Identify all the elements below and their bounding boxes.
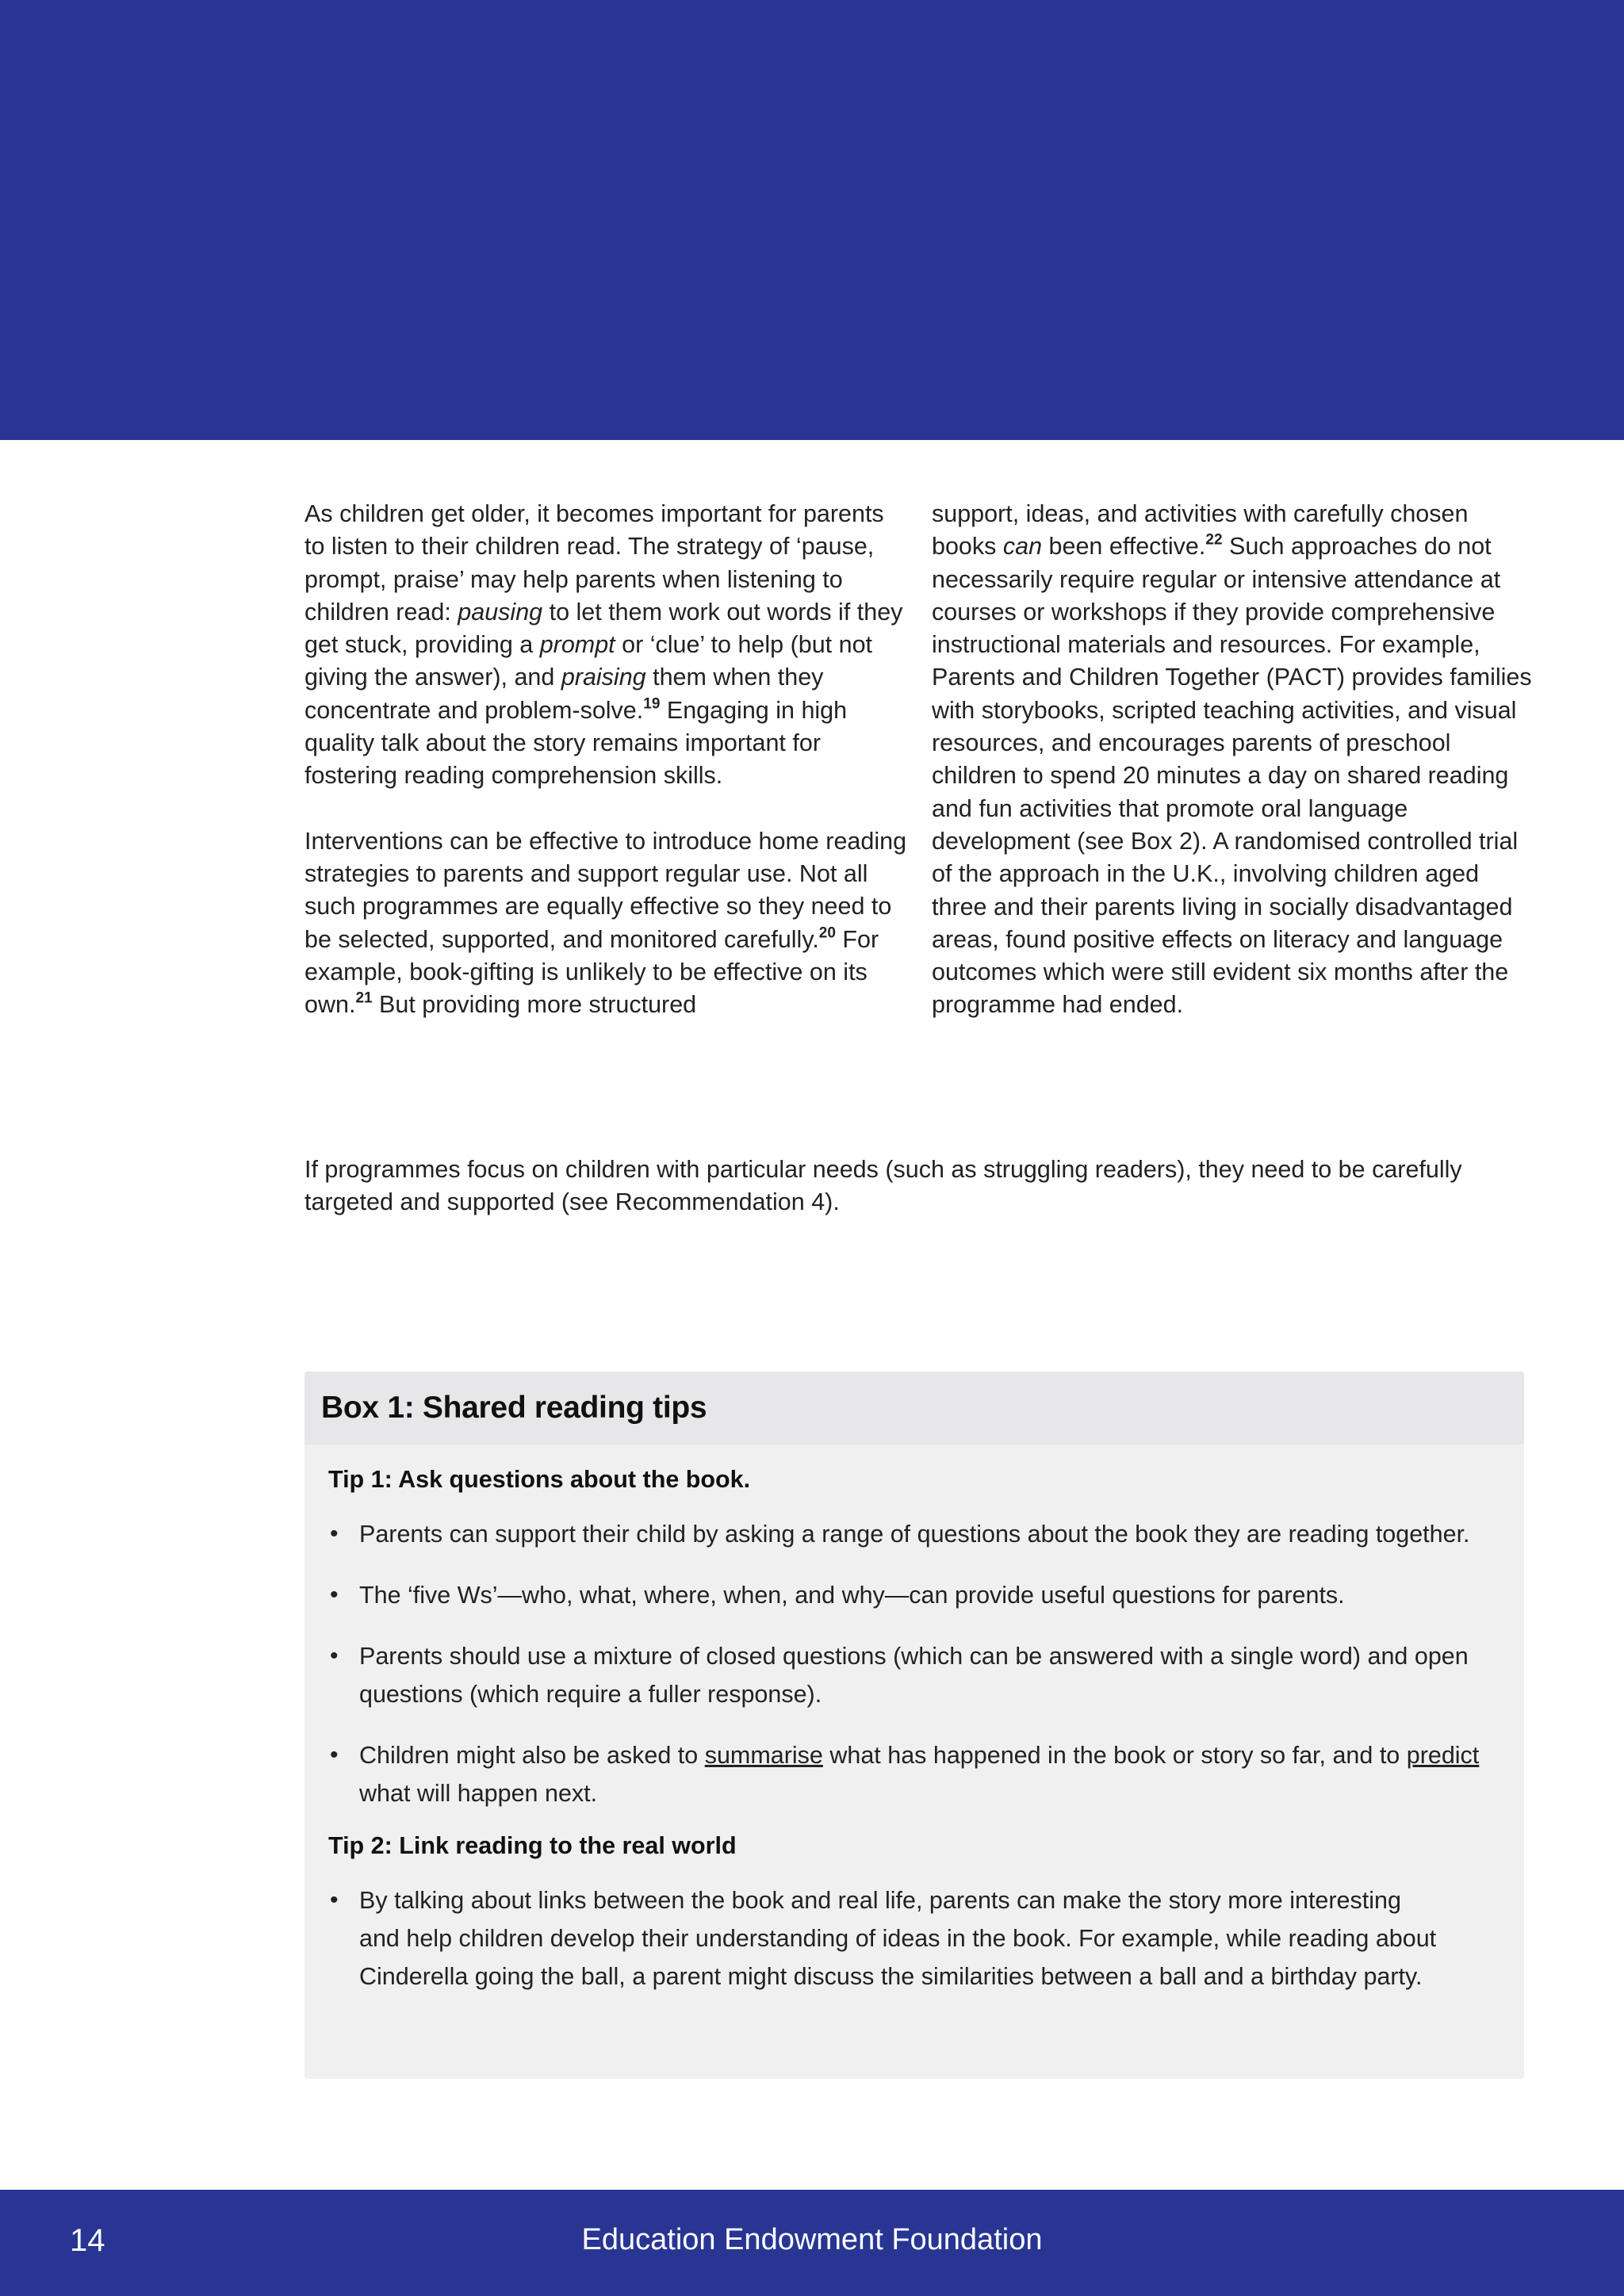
footnote-ref-21: 21 xyxy=(355,989,373,1007)
left-paragraph-1: As children get older, it becomes important for parents to listen to their children read. The strategy of ‘pause, prompt, praise’ may help parents when listening to children read: pausing to let them work out words if they get stuck, providing a prompt or ‘clue’ to help (but not giving the answer), and praising them when they concentrate and problem-solve.$^{19}$ Engaging in high quality talk about the story remains important for fostering reading comprehension skills. xyxy=(304,500,903,790)
tip-2-heading: Tip 2: Link reading to the real world xyxy=(328,1832,737,1859)
bullet-icon: • xyxy=(330,1521,339,1547)
term-summarise: summarise xyxy=(704,1742,823,1769)
term-predict: predict xyxy=(1406,1742,1480,1769)
footer-band xyxy=(0,2190,1624,2296)
list-item: • The ‘five Ws’—who, what, where, when, and why—can provide useful questions for parents. xyxy=(328,1576,1492,1614)
footnote-ref-19: 19 xyxy=(643,695,661,713)
header-band xyxy=(0,0,1624,440)
left-column xyxy=(304,498,907,1021)
left-paragraph-2: Interventions can be effective to introduce home reading strategies to parents and support regular use. Not all such programmes are equally effective so they need to be selected, supported, and monitored carefully.$^{20}$ For example, book-gifting is unlikely to be effective on its own.$^{21}$ But providing more structured xyxy=(304,827,907,1019)
bullet-icon: • xyxy=(330,1582,339,1608)
shared-reading-tips-box xyxy=(304,1372,1524,2079)
list-item: • Children might also be asked to summarise what has happened in the book or story so far, and to predict what will happen next. xyxy=(328,1736,1492,1812)
list-item: • Parents can support their child by asking a range of questions about the book they are reading together. xyxy=(328,1515,1492,1553)
page-number: 14 xyxy=(70,2223,105,2258)
bullet-icon: • xyxy=(330,1643,339,1669)
tip-1-heading: Tip 1: Ask questions about the book. xyxy=(328,1466,751,1493)
footnote-ref-22: 22 xyxy=(1205,531,1223,549)
tip-1-list xyxy=(328,1515,1492,1812)
list-item: • Parents should use a mixture of closed questions (which can be answered with a single word) and open questions (which require a fuller response). xyxy=(328,1637,1492,1713)
right-paragraph: support, ideas, and activities with carefully chosen books can been effective.$^{22}$ Such approaches do not necessarily require regular or intensive attendance at courses or workshops if they provide comprehensive instructional materials and resources. For example, Parents and Children Together (PACT) provides families with storybooks, scripted teaching activities, and visual resources, and encourages parents of preschool children to spend 20 minutes a day on shared reading and fun activities that promote oral language development (see Box 2). A randomised controlled trial of the approach in the U.K., involving children aged three and their parents living in socially disadvantaged areas, found positive effects on literacy and language outcomes which were still evident six months after the programme had ended. xyxy=(932,500,1532,1019)
box-title: Box 1: Shared reading tips xyxy=(321,1391,707,1425)
right-column xyxy=(932,498,1534,1022)
box-header xyxy=(304,1372,1524,1445)
bullet-icon: • xyxy=(330,1742,339,1768)
list-item: • By talking about links between the book and real life, parents can make the story more interesting and help children develop their understanding of ideas in the book. For example, while reading about Cinderella going the ball, a parent might discuss the similarities between a ball and a birthday party. xyxy=(328,1881,1492,1996)
box-body xyxy=(304,1445,1524,1996)
footnote-ref-20: 20 xyxy=(818,924,836,942)
full-width-paragraph: If programmes focus on children with particular needs (such as struggling readers), they need to be carefully targeted and supported (see Recommendation 4). xyxy=(304,1156,1462,1216)
tip-2-list xyxy=(328,1881,1492,1996)
footer-organization-name: Education Endowment Foundation xyxy=(581,2223,1043,2256)
bullet-icon: • xyxy=(330,1887,339,1913)
